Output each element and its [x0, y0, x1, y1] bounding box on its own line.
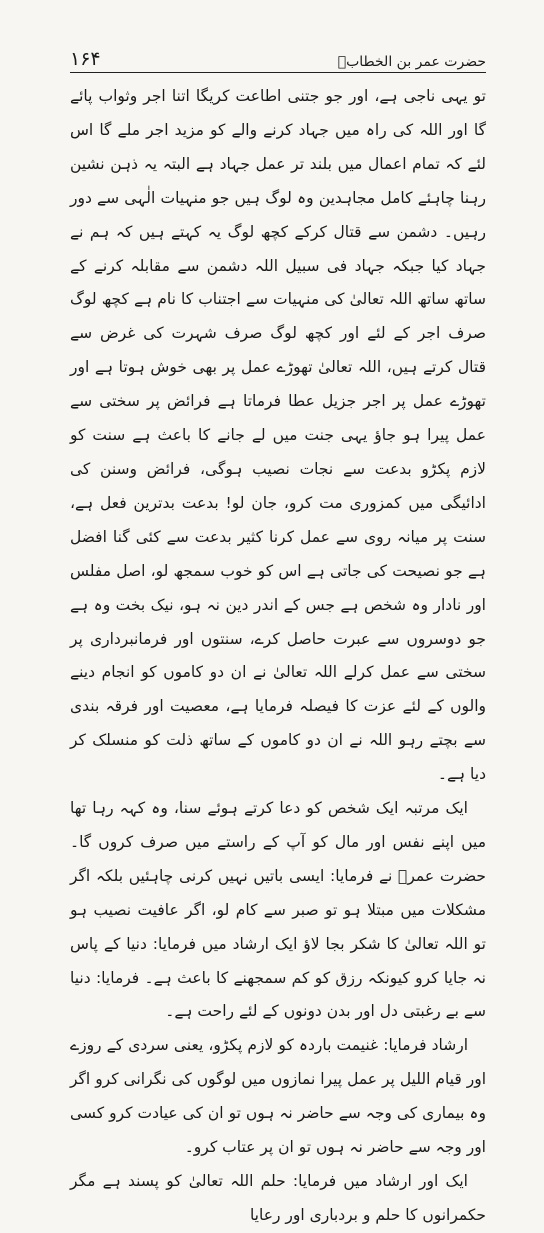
- paragraph-1: تو یہی ناجی ہے، اور جو جتنی اطاعت کریگا اتنا اجر وثواب پائے گا اور اللہ کی راہ میں جہاد کرنے والے کو مزید اجر ملے گا اس لئے کہ تمام اعمال میں بلند تر عمل جہاد ہے البتہ یہ ذہن نشین رہنا چاہئے کامل مجاہدین وہ لوگ ہیں جو منہیات الٰہی سے دور رہیں۔ دشمن سے قتال کرکے کچھ لوگ یہ کہتے ہیں کہ ہم نے جہاد کیا جبکہ جہاد فی سبیل اللہ دشمن سے مقابلہ کرنے کے ساتھ ساتھ اللہ تعالیٰ کی منہیات سے اجتناب کا نام ہے کچھ لوگ صرف اجر کے لئے اور کچھ لوگ صرف شہرت کی غرض سے قتال کرتے ہیں، اللہ تعالیٰ تھوڑے عمل پر بھی خوش ہوتا ہے اور تھوڑے عمل پر اجر جزیل عطا فرماتا ہے فرائض پر سختی سے عمل پیرا ہو جاؤ یہی جنت میں لے جانے کا باعث ہے سنت کو لازم پکڑو بدعت سے نجات نصیب ہوگی، فرائض وسنن کی ادائیگی میں کمزوری مت کرو، جان لو! بدعت بدترین فعل ہے، سنت پر میانہ روی سے عمل کرنا کثیر بدعت سے کئی گنا افضل ہے جو نصیحت کی جاتی ہے اس کو خوب سمجھ لو، اصل مفلس اور نادار وہ شخص ہے جس کے اندر دین نہ ہو، نیک بخت وہ ہے جو دوسروں سے عبرت حاصل کرے، سنتوں اور فرمانبرداری پر سختی سے عمل کرلے اللہ تعالیٰ نے ان دو کاموں کو انجام دینے والوں کے لئے عزت کا فیصلہ فرمایا ہے، معصیت اور فرقہ بندی سے بچتے رہو اللہ نے ان دو کاموں کے ساتھ ذلت کو منسلک کر دیا ہے۔: [70, 87, 486, 784]
- page-header: [70, 44, 486, 70]
- page-body: [70, 80, 486, 1233]
- page-number: ۱۶۴: [70, 48, 101, 70]
- header-rule: [70, 72, 486, 73]
- running-title: حضرت عمر بن الخطابؓ: [337, 54, 486, 70]
- paragraph-3: ارشاد فرمایا: غنیمت باردہ کو لازم پکڑو، یعنی سردی کے روزے اور قیام اللیل پر عمل پیرا نمازوں میں لوگوں کی نگرانی کرو اگر وہ بیماری کی وجہ سے حاضر نہ ہوں تو ان کی عیادت کرو کسی اور وجہ سے حاضر نہ ہوں تو ان پر عتاب کرو۔: [70, 1036, 486, 1157]
- paragraph-4: ایک اور ارشاد میں فرمایا: حلم اللہ تعالیٰ کو پسند ہے مگر حکمرانوں کا حلم و بردباری اور رعایا: [70, 1172, 486, 1224]
- paragraph-2: ایک مرتبہ ایک شخص کو دعا کرتے ہوئے سنا، وہ کہہ رہا تھا میں اپنے نفس اور مال کو آپ کے راستے میں صرف کروں گا۔ حضرت عمرؓ نے فرمایا: ایسی باتیں نہیں کرنی چاہئیں بلکہ اگر مشکلات میں مبتلا ہو تو صبر سے کام لو، اگر عافیت نصیب ہو تو اللہ تعالیٰ کا شکر بجا لاؤ ایک ارشاد میں فرمایا: دنیا کے پاس نہ جایا کرو کیونکہ رزق کو کم سمجھنے کا باعث ہے۔ فرمایا: دنیا سے بے رغبتی دل اور بدن دونوں کے لئے راحت ہے۔: [70, 799, 486, 1021]
